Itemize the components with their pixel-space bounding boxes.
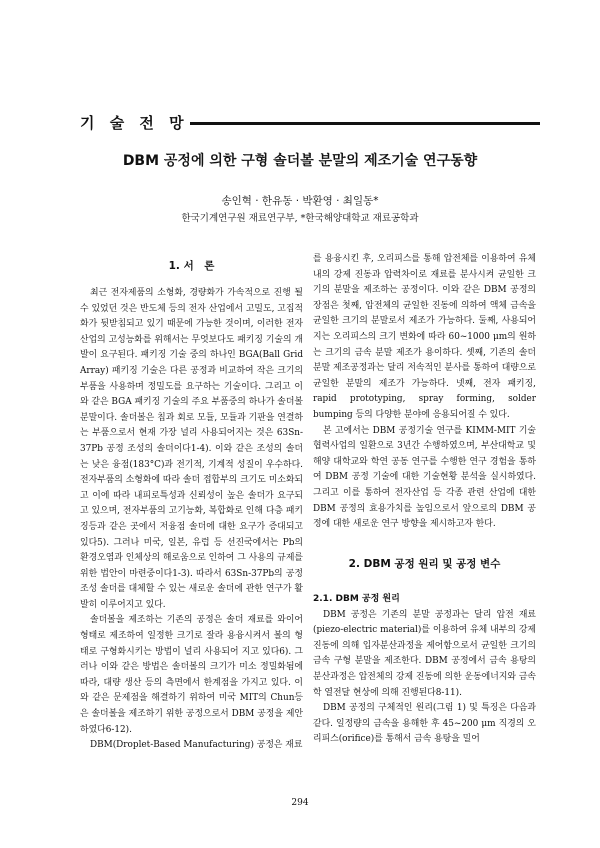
article-title: DBM 공정에 의한 구형 솔더볼 분말의 제조기술 연구동향 xyxy=(122,153,478,169)
body-paragraph-continued: 를 용융시킨 후, 오리피스를 통해 압전체를 이용하여 유체내의 강제 진동과 압력차이로 재료를 분사시켜 균일한 크기의 분말을 제조하는 공정이다. 이와 같은 DBM 공정의 장점은 첫째, 압전체의 균일한 진동에 의하여 액체 금속을 균일한 크기의 분말로서 제조가 가능하다. 둘째, 사용되어지는 오리피스의 크기 변화에 따라 60~1000 μm의 원하는 크기의 금속 분말 제조가 용이하다. 셋째, 기존의 솔더 분말 제조공정과는 달리 저속적인 분사를 통하여 대량으로 균일한 분말의 제조가 가능하다. 넷째, 전자 패키징, rapid prototyping, spray forming, solder bumping 등의 다양한 분야에 응용되어질 수 있다. xyxy=(313,254,536,420)
section-gap xyxy=(313,533,536,550)
intro-paragraph-2: 솔더볼을 제조하는 기존의 공정은 솔더 재료를 와이어 형태로 제조하여 일정한 크기로 잘라 용융시켜서 볼의 형태로 구형화시키는 방법이 널리 사용되어 지고 있다6). 그러나 이와 같은 방법은 솔더볼의 크기가 미소 정밀화됨에 따라, 대량 생산 등의 측면에서 한계점을 가지고 있다. 이와 같은 문제점을 해결하기 위하여 미국 MIT의 Chun등은 솔더볼을 제조하기 위한 공정으로서 DBM 공정을 제안하였다6-12). xyxy=(80,615,303,735)
principle-paragraph-2: DBM 공정의 구체적인 원리(그림 1) 및 특징은 다음과 같다. 일정량의 금속을 용해한 후 45~200 μm 직경의 오리피스(orifice)를 통해서 금속 용탕을 밀어 xyxy=(313,703,536,745)
left-column xyxy=(80,252,303,754)
section-heading-principle: 2. DBM 공정 원리 및 공정 변수 xyxy=(348,557,501,570)
affiliation: 한국기계연구원 재료연구부, *한국해양대학교 재료공학과 xyxy=(181,213,419,224)
header-rule xyxy=(190,122,540,125)
principle-paragraph-1: DBM 공정은 기존의 분말 공정과는 달리 압전 재료(piezo-electric material)를 이용하여 유체 내부의 강제 진동에 의해 입자분산과정을 제어함으로서 균일한 크기의 금속 구형 분말을 제조한다. DBM 공정에서 금속 용탕의 분산과정은 압전체의 강제 진동에 의한 운동에너지와 금속학 열전달 현상에 의해 진행된다8-11). xyxy=(313,609,536,698)
section-header xyxy=(80,112,540,134)
subsection-heading: 2.1. DBM 공정 원리 xyxy=(313,593,400,604)
intro-paragraph-1: 최근 전자제품의 소형화, 경량화가 가속적으로 진행 될 수 있었던 것은 반도체 등의 전자 산업에서 고밀도, 고집적화가 뒷받침되고 있기 때문에 가능한 것이며, 이러한 전자 산업의 고성능화를 위해서는 무엇보다도 패키징 기술의 개발이 요구된다. 패키징 기술 중의 하나인 BGA(Ball Grid Array) 패키징 기술은 다른 공정과 비교하여 작은 크기의 부품을 사용하며 정밀도를 요구하는 기술이다. 그리고 이와 같은 BGA 패키징 기술의 주요 부품중의 하나가 솔더볼 분말이다. 솔더볼은 칩과 회로 모듈, 모듈과 기판을 연결하는 부품으로서 현재 가장 널리 사용되어지는 것은 63Sn-37Pb 공정 조성의 솔더이다1-4). 이와 같은 조성의 솔더는 낮은 융점(183°C)과 전기적, 기계적 성질이 우수하다. 전자부품의 소형화에 따라 솔더 접합부의 크기도 미소화되고 이에 따라 내피로특성과 신뢰성이 높은 솔더가 요구되고 있으며, 전자부품의 고기능화, 복합화로 인해 다층 패키징등과 같은 곳에서 저융점 솔더에 대한 요구가 증대되고 있다5). 그러나 미국, 일본, 유럽 등 선진국에서는 Pb의 환경오염과 인체상의 해로움으로 인하여 그 사용의 규제를 위한 법안이 마련중이다1-3). 따라서 63Sn-37Pb의 공정조성 솔더를 대체할 수 있는 새로운 솔더에 관한 연구가 활발히 이루어지고 있다. xyxy=(80,288,303,610)
page-number: 294 xyxy=(291,798,309,808)
section-heading-intro: 1. 서 론 xyxy=(168,260,215,272)
section-label: 기 술 전 망 xyxy=(80,114,189,132)
right-column xyxy=(313,252,536,748)
body-paragraph-scope: 본 고에서는 DBM 공정기술 연구를 KIMM-MIT 기술협력사업의 일환으로 3년간 수행하였으며, 부산대학교 및 해양 대학교와 학연 공동 연구를 수행한 연구 경험을 통하여 DBM 공정 기술에 대한 기술현황 분석을 실시하였다. 그리고 이를 통하여 전자산업 등 각종 관련 산업에 대한 DBM 공정의 효용가치를 높임으로서 앞으로의 DBM 공정에 대한 새로운 연구 방향을 제시하고자 한다. xyxy=(313,425,536,530)
author-list: 송인혁 · 한유동 · 박환영 · 최일동* xyxy=(221,195,379,207)
intro-paragraph-3: DBM(Droplet-Based Manufacturing) 공정은 재료 xyxy=(90,740,303,751)
